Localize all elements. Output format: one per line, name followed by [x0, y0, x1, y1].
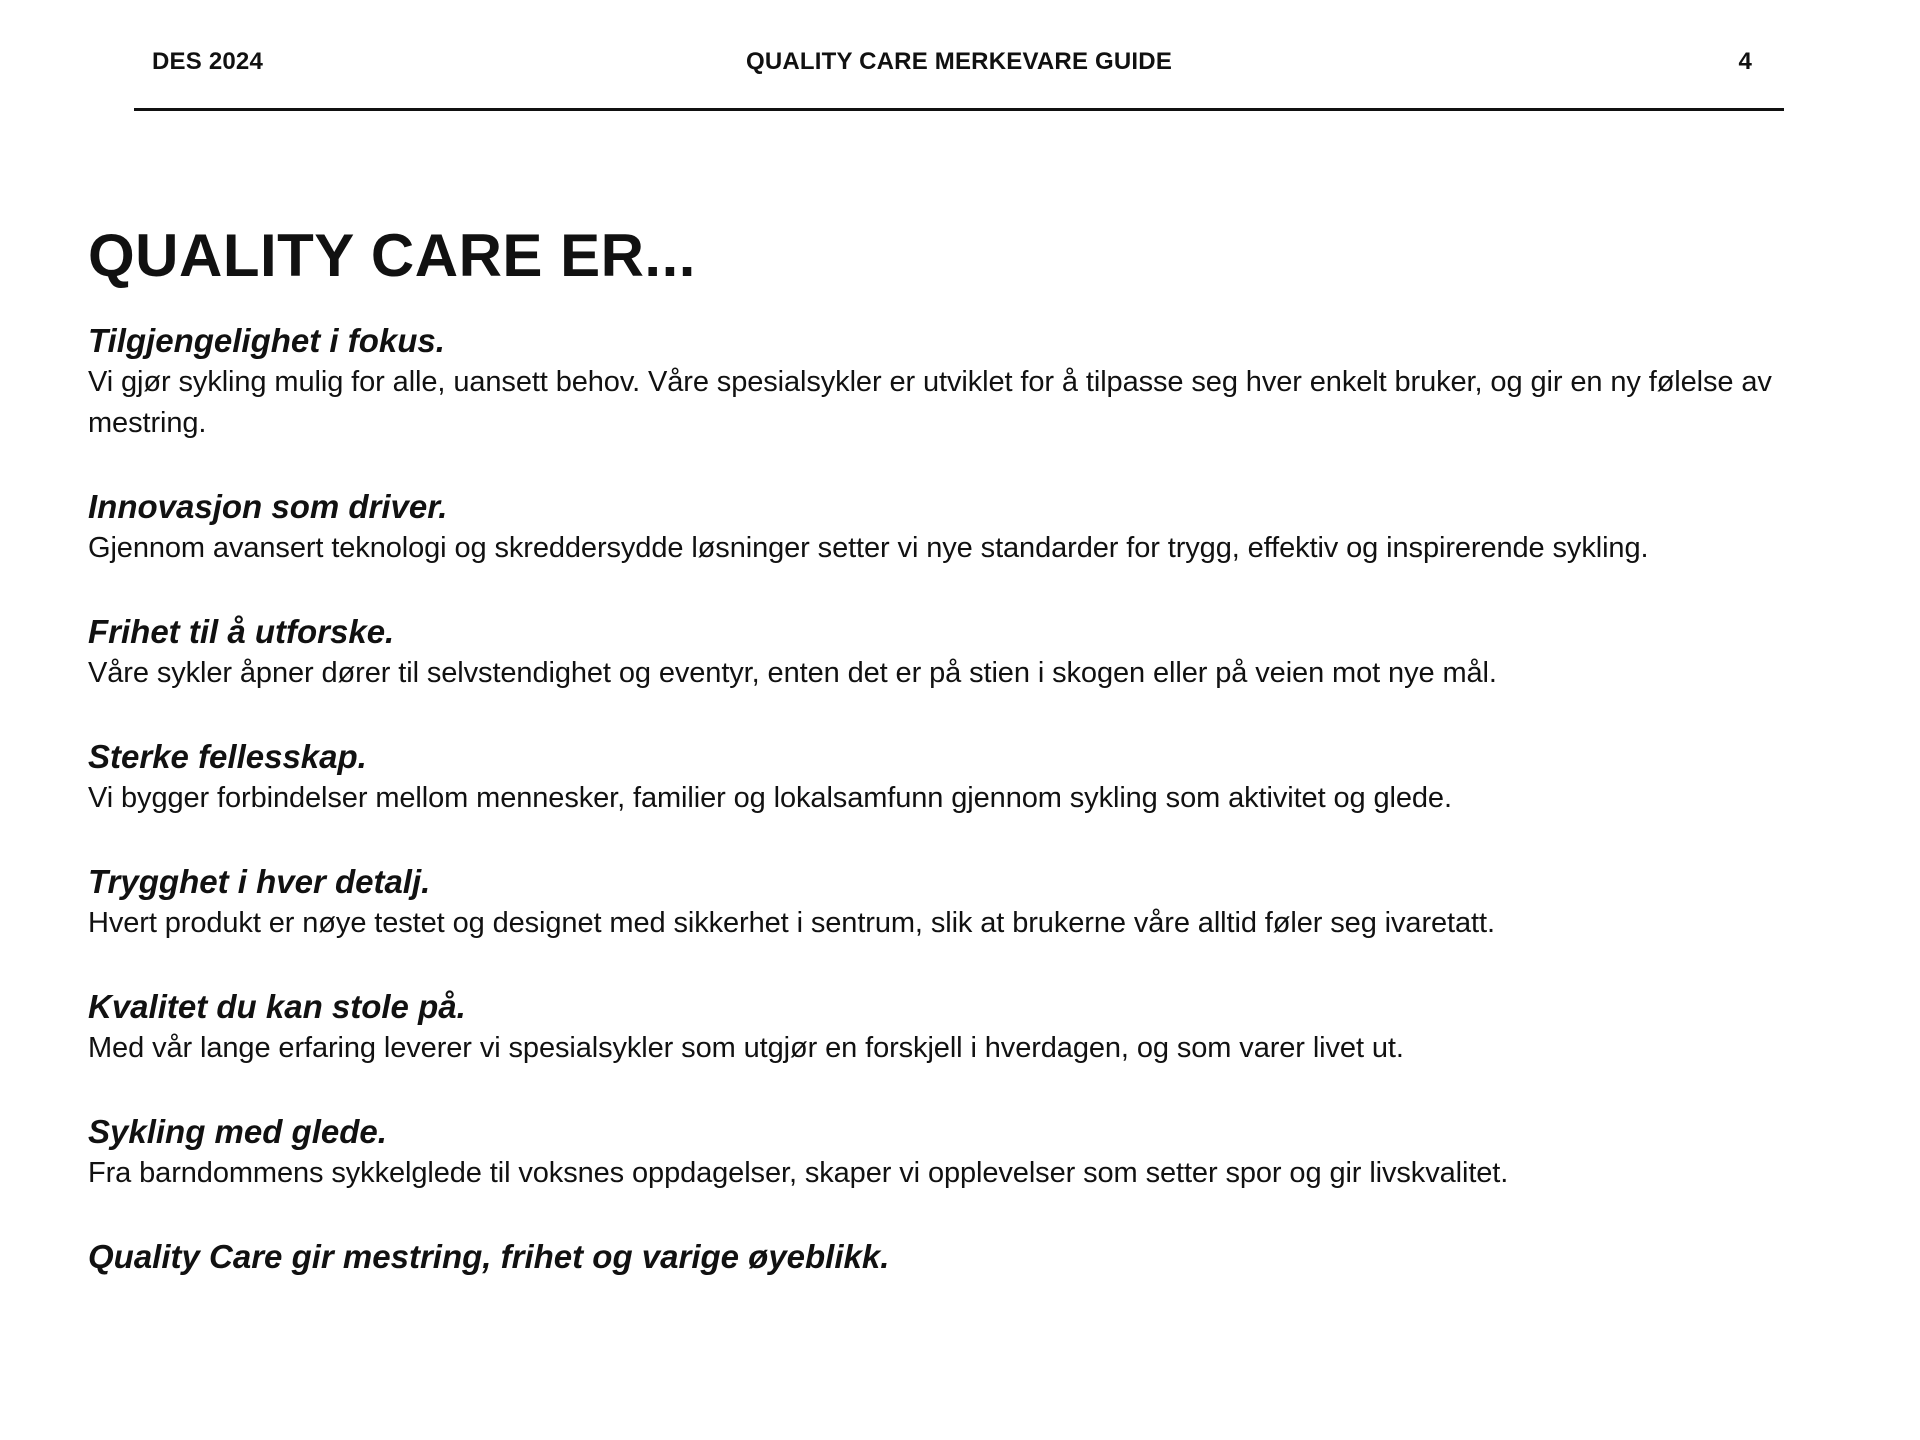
section-body: Vi gjør sykling mulig for alle, uansett behov. Våre spesialsykler er utviklet for å tilpasse seg hver enkelt bruker, og gir en ny følelse av mestring.	[88, 366, 1772, 439]
header-date: DES 2024	[152, 48, 264, 75]
section-accessibility	[88, 320, 1868, 444]
section-heading: Innovasjon som driver.	[88, 488, 448, 525]
section-quality	[88, 986, 1868, 1069]
section-joy	[88, 1111, 1868, 1194]
section-community	[88, 736, 1868, 819]
section-freedom	[88, 611, 1868, 694]
header-guide-title: QUALITY CARE MERKEVARE GUIDE	[745, 48, 1173, 75]
section-heading: Frihet til å utforske.	[88, 613, 395, 650]
section-innovation	[88, 486, 1868, 569]
page-header	[134, 0, 1784, 111]
section-body: Våre sykler åpner dører til selvstendighet og eventyr, enten det er på stien i skogen eller på veien mot nye mål.	[88, 657, 1497, 689]
section-safety	[88, 861, 1868, 944]
section-heading: Sterke fellesskap.	[88, 738, 367, 775]
section-heading: Sykling med glede.	[88, 1113, 387, 1150]
section-body: Gjennom avansert teknologi og skreddersydde løsninger setter vi nye standarder for trygg, effektiv og inspirerende sykling.	[88, 532, 1649, 564]
section-heading: Tilgjengelighet i fokus.	[88, 322, 445, 359]
section-heading: Kvalitet du kan stole på.	[88, 988, 466, 1025]
section-body: Med vår lange erfaring leverer vi spesialsykler som utgjør en forskjell i hverdagen, og som varer livet ut.	[88, 1032, 1404, 1064]
main-content	[88, 220, 1868, 1278]
header-page-number: 4	[1738, 48, 1752, 75]
section-body: Fra barndommens sykkelglede til voksnes oppdagelser, skaper vi opplevelser som setter spor og gir livskvalitet.	[88, 1157, 1509, 1189]
page-title: QUALITY CARE ER...	[88, 222, 696, 289]
section-body: Vi bygger forbindelser mellom mennesker, familier og lokalsamfunn gjennom sykling som aktivitet og glede.	[88, 782, 1452, 814]
section-body: Hvert produkt er nøye testet og designet med sikkerhet i sentrum, slik at brukerne våre alltid føler seg ivaretatt.	[88, 907, 1495, 939]
section-heading: Trygghet i hver detalj.	[88, 863, 431, 900]
closing-statement: Quality Care gir mestring, frihet og varige øyeblikk.	[88, 1238, 890, 1275]
